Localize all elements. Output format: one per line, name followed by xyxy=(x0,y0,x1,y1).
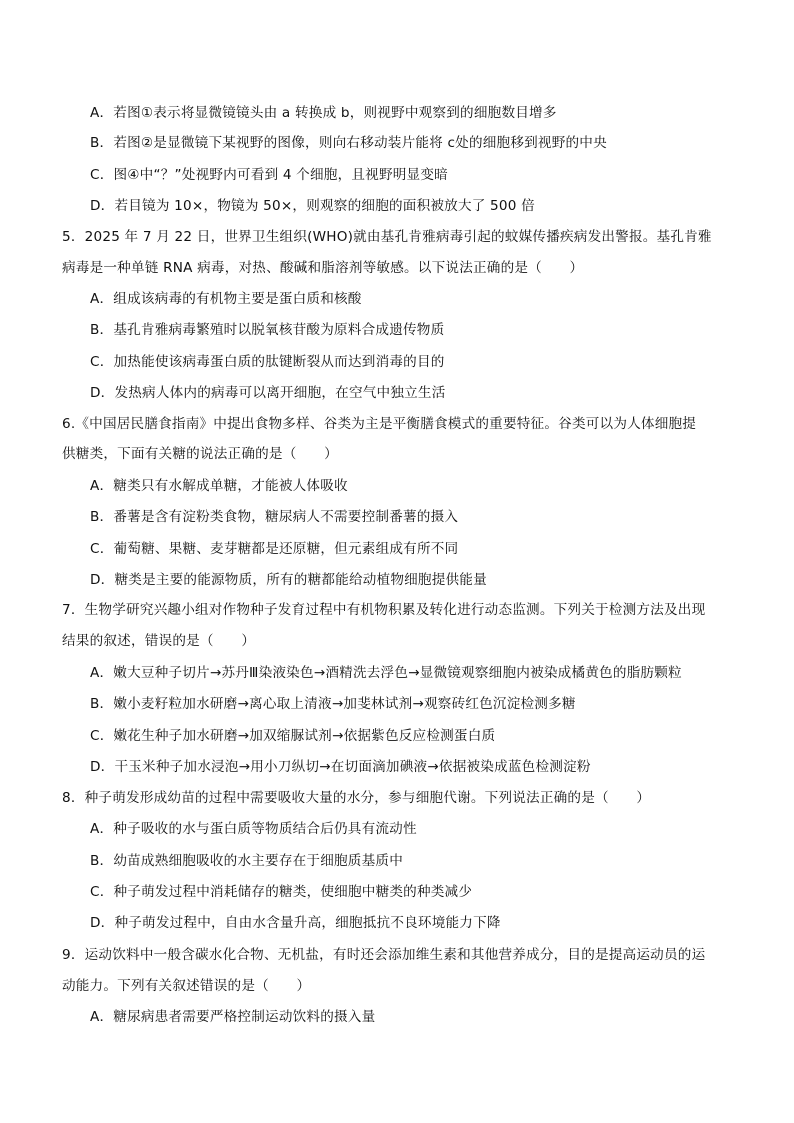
answer-option: C．加热能使该病毒蛋白质的肽键断裂从而达到消毒的目的 xyxy=(90,354,445,370)
question-stem-line: 动能力。下列有关叙述错误的是（ ） xyxy=(62,978,311,994)
question-stem-line: 病毒是一种单链 RNA 病毒，对热、酸碱和脂溶剂等敏感。以下说法正确的是（ ） xyxy=(62,260,584,276)
answer-option: C．葡萄糖、果糖、麦芽糖都是还原糖，但元素组成有所不同 xyxy=(90,541,459,557)
answer-option: A．若图①表示将显微镜镜头由 a 转换成 b，则视野中观察到的细胞数目增多 xyxy=(90,105,557,121)
question-stem-line: 6.《中国居民膳食指南》中提出食物多样、谷类为主是平衡膳食模式的重要特征。谷类可以为人体细胞提 xyxy=(62,416,697,432)
answer-option: B．幼苗成熟细胞吸收的水主要存在于细胞质基质中 xyxy=(90,853,403,869)
answer-option: A．糖尿病患者需要严格控制运动饮料的摄入量 xyxy=(90,1009,376,1025)
answer-option: A．糖类只有水解成单糖，才能被人体吸收 xyxy=(90,478,348,494)
answer-option: D．种子萌发过程中，自由水含量升高，细胞抵抗不良环境能力下降 xyxy=(90,915,501,931)
answer-option: A．组成该病毒的有机物主要是蛋白质和核酸 xyxy=(90,291,362,307)
answer-option: C．图④中“？”处视野内可看到 4 个细胞，且视野明显变暗 xyxy=(90,167,448,183)
question-stem-line: 结果的叙述，错误的是（ ） xyxy=(62,633,256,649)
answer-option: C．嫩花生种子加水研磨→加双缩脲试剂→依据紫色反应检测蛋白质 xyxy=(90,728,496,744)
answer-option: B．基孔肯雅病毒繁殖时以脱氧核苷酸为原料合成遗传物质 xyxy=(90,322,445,338)
answer-option: D．若目镜为 10×，物镜为 50×，则观察的细胞的面积被放大了 500 倍 xyxy=(90,198,535,214)
question-stem-line: 5．2025 年 7 月 22 日，世界卫生组织(WHO)就由基孔肯雅病毒引起的蚊媒传播疾病发出警报。基孔肯雅 xyxy=(62,229,712,245)
answer-option: D．发热病人体内的病毒可以离开细胞，在空气中独立生活 xyxy=(90,385,446,401)
answer-option: C．种子萌发过程中消耗储存的糖类，使细胞中糖类的种类减少 xyxy=(90,884,473,900)
question-stem-line: 9．运动饮料中一般含碳水化合物、无机盐，有时还会添加维生素和其他营养成分，目的是提高运动员的运 xyxy=(62,947,706,963)
answer-option: A．嫩大豆种子切片→苏丹Ⅲ染液染色→酒精洗去浮色→显微镜观察细胞内被染成橘黄色的脂肪颗粒 xyxy=(90,665,682,681)
answer-option: B．番薯是含有淀粉类食物，糖尿病人不需要控制番薯的摄入 xyxy=(90,509,459,525)
answer-option: D．糖类是主要的能源物质，所有的糖都能给动植物细胞提供能量 xyxy=(90,572,487,588)
answer-option: B．嫩小麦籽粒加水研磨→离心取上清液→加斐林试剂→观察砖红色沉淀检测多糖 xyxy=(90,696,576,712)
question-stem-line: 供糖类，下面有关糖的说法正确的是（ ） xyxy=(62,446,338,462)
answer-option: B．若图②是显微镜下某视野的图像，则向右移动装片能将 c处的细胞移到视野的中央 xyxy=(90,135,607,151)
answer-option: A．种子吸收的水与蛋白质等物质结合后仍具有流动性 xyxy=(90,821,417,837)
question-stem-line: 7．生物学研究兴趣小组对作物种子发育过程中有机物积累及转化进行动态监测。下列关于检测方法及出现 xyxy=(62,602,706,618)
question-stem-line: 8．种子萌发形成幼苗的过程中需要吸收大量的水分，参与细胞代谢。下列说法正确的是（ ） xyxy=(62,790,651,806)
answer-option: D．干玉米种子加水浸泡→用小刀纵切→在切面滴加碘液→依据被染成蓝色检测淀粉 xyxy=(90,759,591,775)
